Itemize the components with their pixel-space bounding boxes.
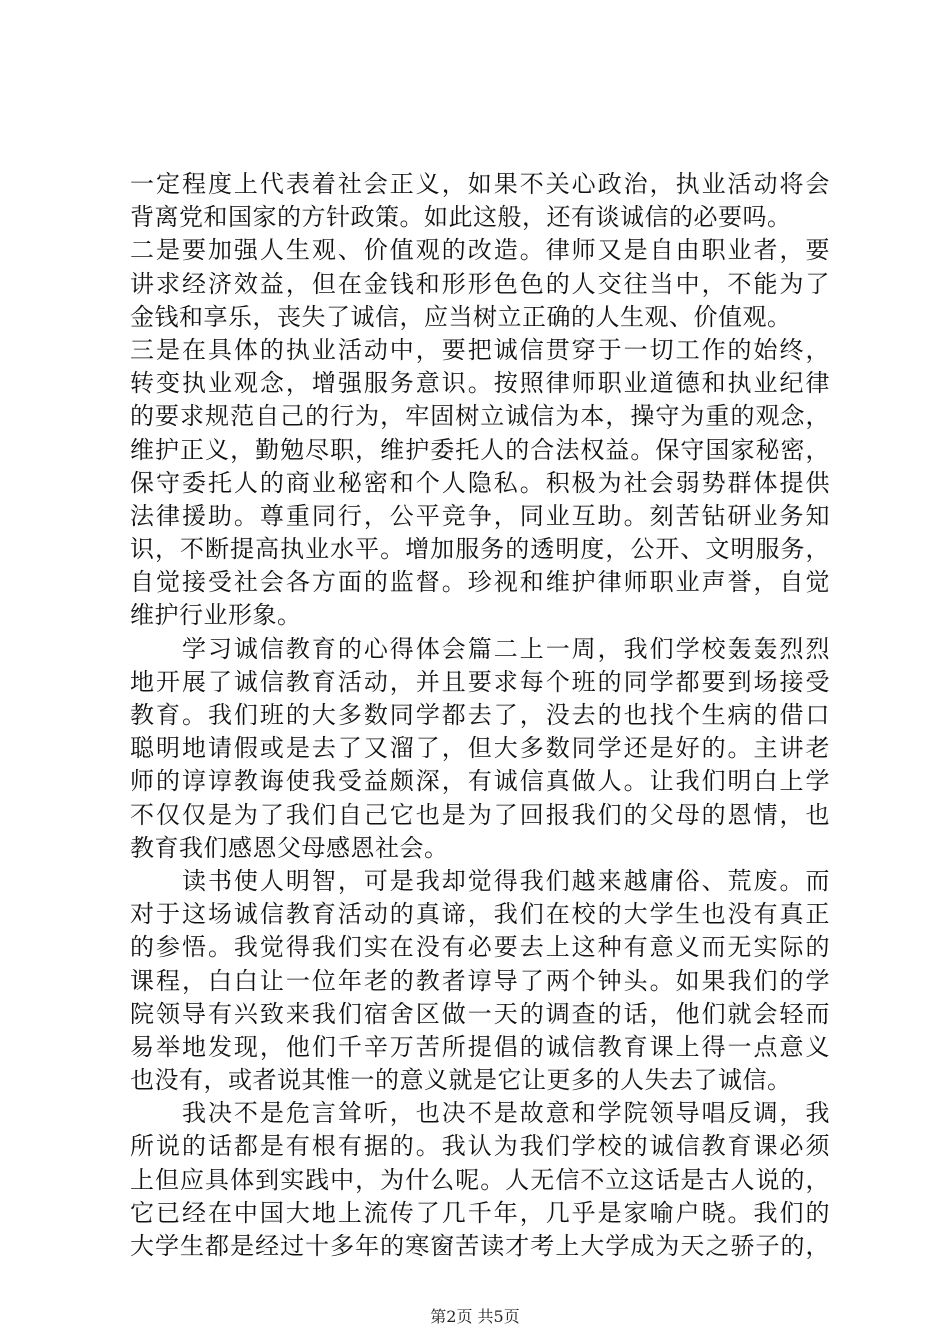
text-line: 维护正义，勤勉尽职，维护委托人的合法权益。保守国家秘密， xyxy=(130,435,830,464)
text-line: 师的谆谆教诲使我受益颇深，有诚信真做人。让我们明白上学 xyxy=(130,767,830,796)
text-line: 地开展了诚信教育活动，并且要求每个班的同学都要到场接受 xyxy=(130,667,830,696)
text-line: 保守委托人的商业秘密和个人隐私。积极为社会弱势群体提供 xyxy=(130,468,830,497)
text-line: 所说的话都是有根有据的。我认为我们学校的诚信教育课必须 xyxy=(130,1132,830,1161)
text-line: 三是在具体的执业活动中，要把诚信贯穿于一切工作的始终， xyxy=(130,335,830,364)
body-text xyxy=(130,168,830,1263)
text-line: 讲求经济效益，但在金钱和形形色色的人交往当中，不能为了 xyxy=(130,269,830,298)
text-line: 读书使人明智，可是我却觉得我们越来越庸俗、荒废。而 xyxy=(130,866,830,895)
text-line: 背离党和国家的方针政策。如此这般，还有谈诚信的必要吗。 xyxy=(130,203,792,232)
text-line: 课程，白白让一位年老的教者谆导了两个钟头。如果我们的学 xyxy=(130,966,830,995)
text-line: 金钱和享乐，丧失了诚信，应当树立正确的人生观、价值观。 xyxy=(130,302,792,331)
text-line: 的要求规范自己的行为，牢固树立诚信为本，操守为重的观念， xyxy=(130,402,830,431)
text-line: 大学生都是经过十多年的寒窗苦读才考上大学成为天之骄子的， xyxy=(130,1232,830,1260)
text-line: 的参悟。我觉得我们实在没有必要去上这种有意义而无实际的 xyxy=(130,933,830,962)
text-line: 维护行业形象。 xyxy=(130,601,302,630)
page-footer: 第2页 共5页 xyxy=(430,1307,520,1326)
text-line: 学习诚信教育的心得体会篇二上一周，我们学校轰轰烈烈 xyxy=(130,634,830,663)
text-line: 也没有，或者说其惟一的意义就是它让更多的人失去了诚信。 xyxy=(130,1066,792,1095)
text-line: 院领导有兴致来我们宿舍区做一天的调查的话，他们就会轻而 xyxy=(130,999,830,1028)
text-line: 识，不断提高执业水平。增加服务的透明度，公开、文明服务， xyxy=(130,535,830,564)
text-line: 它已经在中国大地上流传了几千年，几乎是家喻户晓。我们的 xyxy=(130,1198,830,1227)
text-line: 聪明地请假或是去了又溜了，但大多数同学还是好的。主讲老 xyxy=(130,734,830,763)
text-line: 教育我们感恩父母感恩社会。 xyxy=(130,833,449,862)
text-line: 对于这场诚信教育活动的真谛，我们在校的大学生也没有真正 xyxy=(130,900,830,929)
text-line: 上但应具体到实践中，为什么呢。人无信不立这话是古人说的， xyxy=(130,1165,830,1194)
text-line: 转变执业观念，增强服务意识。按照律师职业道德和执业纪律 xyxy=(130,369,830,398)
text-line: 二是要加强人生观、价值观的改造。律师又是自由职业者，要 xyxy=(130,236,830,265)
text-line: 一定程度上代表着社会正义，如果不关心政治，执业活动将会 xyxy=(130,170,830,198)
text-line: 我决不是危言耸听，也决不是故意和学院领导唱反调，我 xyxy=(130,1099,830,1128)
text-line: 自觉接受社会各方面的监督。珍视和维护律师职业声誉，自觉 xyxy=(130,568,830,597)
text-line: 不仅仅是为了我们自己它也是为了回报我们的父母的恩情，也 xyxy=(130,800,830,829)
text-line: 法律援助。尊重同行，公平竞争，同业互助。刻苦钻研业务知 xyxy=(130,501,830,530)
text-line: 易举地发现，他们千辛万苦所提倡的诚信教育课上得一点意义 xyxy=(130,1032,830,1061)
text-line: 教育。我们班的大多数同学都去了，没去的也找个生病的借口 xyxy=(130,701,830,729)
